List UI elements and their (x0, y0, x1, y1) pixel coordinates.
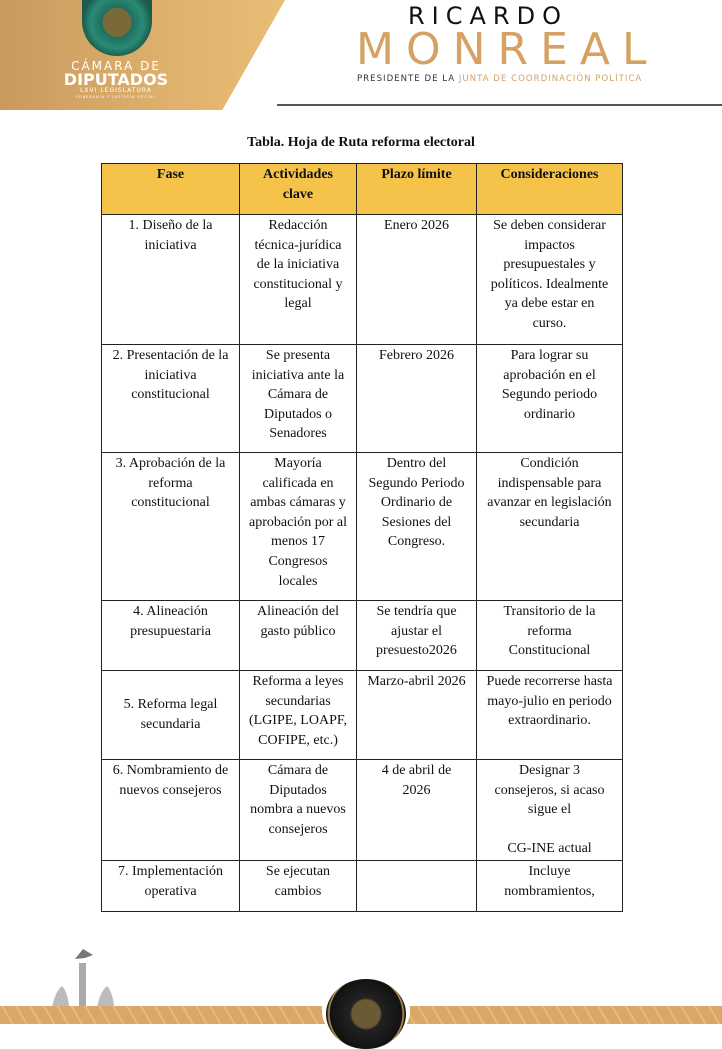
table-title: Tabla. Hoja de Ruta reforma electoral (247, 135, 475, 150)
cell-actividades: Mayoría calificada en ambas cámaras y aprobación por al menos 17 Congresos locales (240, 453, 357, 601)
cell-fase: 7. Implementación operativa (102, 860, 240, 911)
camara-logo: CÁMARA DE DIPUTADOS LXVI LEGISLATURA SOBERANÍA Y JUSTICIA SOCIAL (63, 59, 169, 99)
cell-fase: 2. Presentación de la iniciativa constitucional (102, 345, 240, 453)
cell-consideraciones: Condición indispensable para avanzar en legislación secundaria (477, 453, 623, 601)
cell-fase: 5. Reforma legal secundaria (102, 671, 240, 760)
column-header: Plazo límite (357, 164, 477, 215)
table-header-row (102, 164, 623, 215)
cell-actividades: Se presenta iniciativa ante la Cámara de Diputados o Senadores (240, 345, 357, 453)
cell-consideraciones: Puede recorrerse hasta mayo-julio en periodo extraordinario. (477, 671, 623, 760)
cell-consideraciones: Para lograr su aprobación en el Segundo periodo ordinario (477, 345, 623, 453)
table-row (102, 345, 623, 453)
cell-actividades: Cámara de Diputados nombra a nuevos consejeros (240, 760, 357, 861)
column-header: Fase (102, 164, 240, 215)
cell-consideraciones: Designar 3 consejeros, si acaso sigue el CG-INE actual (477, 760, 623, 861)
cell-plazo (357, 860, 477, 911)
roadmap-table (101, 163, 623, 912)
name-first: RICARDO (408, 2, 568, 30)
table-row (102, 215, 623, 345)
cell-plazo: Febrero 2026 (357, 345, 477, 453)
cell-actividades: Redacción técnica-jurídica de la iniciativa constitucional y legal (240, 215, 357, 345)
cell-fase: 4. Alineación presupuestaria (102, 601, 240, 671)
cell-actividades: Reforma a leyes secundarias (LGIPE, LOAPF, COFIPE, etc.) (240, 671, 357, 760)
cell-plazo: Dentro del Segundo Periodo Ordinario de Sesiones del Congreso. (357, 453, 477, 601)
cell-plazo: Enero 2026 (357, 215, 477, 345)
cell-actividades: Se ejecutan cambios (240, 860, 357, 911)
cell-fase: 1. Diseño de la iniciativa (102, 215, 240, 345)
cell-fase: 6. Nombramiento de nuevos consejeros (102, 760, 240, 861)
cell-actividades: Alineación del gasto público (240, 601, 357, 671)
name-last: MONREAL (356, 24, 659, 75)
table-row (102, 760, 623, 861)
table-row (102, 860, 623, 911)
column-header: Consideraciones (477, 164, 623, 215)
header-subtitle: PRESIDENTE DE LA JUNTA DE COORDINACIÓN POLÍTICA (357, 74, 643, 84)
cell-consideraciones: Se deben considerar impactos presupuestales y políticos. Idealmente ya debe estar en curso. (477, 215, 623, 345)
table-row (102, 671, 623, 760)
column-header: Actividades clave (240, 164, 357, 215)
cell-consideraciones: Transitorio de la reforma Constitucional (477, 601, 623, 671)
jucopo-seal-logo (322, 976, 410, 1046)
cell-fase: 3. Aprobación de la reforma constitucional (102, 453, 240, 601)
table-row (102, 453, 623, 601)
cell-plazo: Se tendría que ajustar el presuesto2026 (357, 601, 477, 671)
cell-consideraciones: Incluye nombramientos, (477, 860, 623, 911)
cell-plazo: 4 de abril de 2026 (357, 760, 477, 861)
cell-plazo: Marzo-abril 2026 (357, 671, 477, 760)
header-divider (277, 104, 722, 106)
table-row (102, 601, 623, 671)
